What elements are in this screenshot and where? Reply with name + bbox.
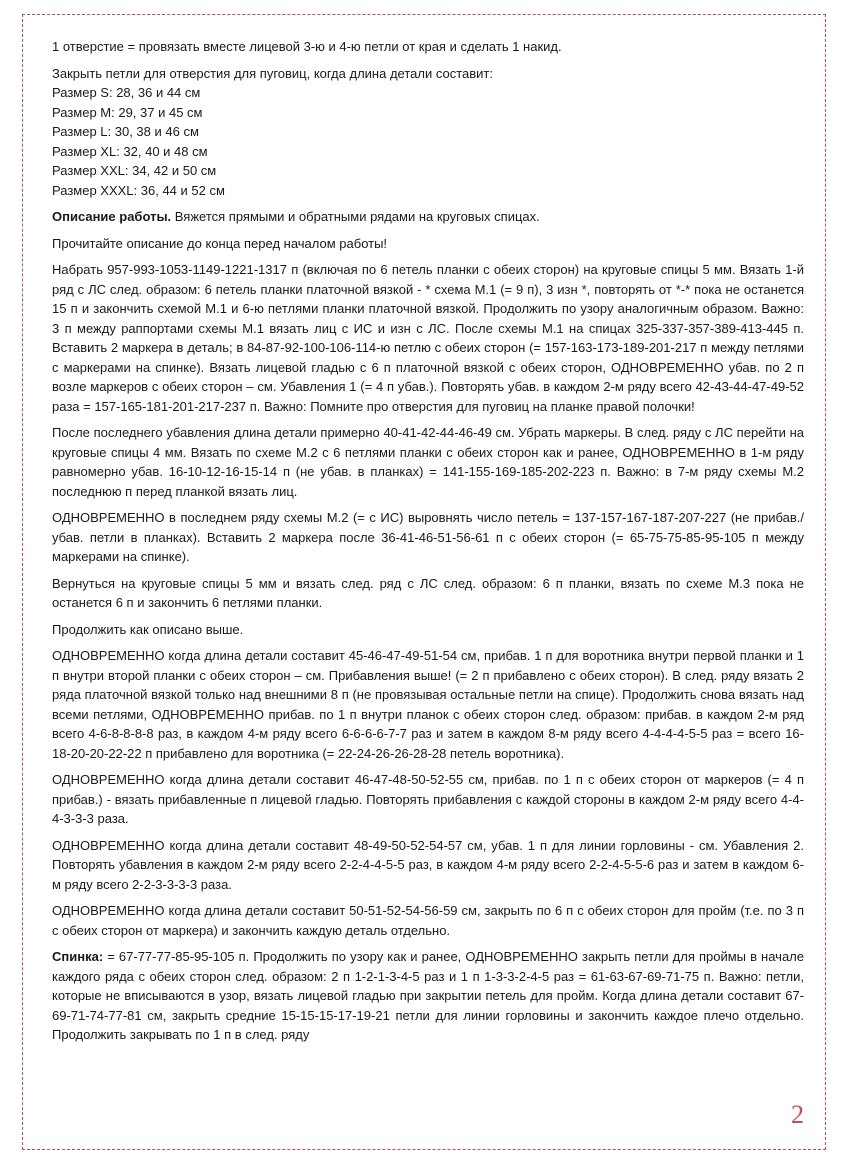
document-body <box>52 37 804 1052</box>
paragraph-back <box>52 947 804 1045</box>
size-item: Размер XXXL: 36, 44 и 52 см <box>52 182 225 198</box>
page-number: 2 <box>791 1100 804 1129</box>
size-item: Размер M: 29, 37 и 45 см <box>52 104 203 120</box>
size-item: Размер S: 28, 36 и 44 см <box>52 85 201 100</box>
size-item: Размер L: 30, 38 и 46 см <box>52 124 199 139</box>
paragraph-cast-on: Набрать 957-993-1053-1149-1221-1317 п (включая по 6 петель планки с обеих сторон) на круговые спицы 5 мм. Вязать 1-й ряд с ЛС след. образом: 6 петель планки платочной вязкой - * схема М.1 (= 9 п), 3 изн *, повторять от *-* пока не останется 15 п и закончить схемой М.1 и 6-ю петлями планки платочной вязкой. Продолжить по узору аналогичным образом. Важно: 3 п между раппортами схемы М.1 вязать лиц с ИС и изн с ЛС. После схемы М.1 на спицах 325-337-357-389-413-445 п. Вставить 2 маркера в деталь; в 84-87-92-100-106-114-ю петлю с обеих сторон (= 157-163-173-189-201-217 п между петлями с маркерами на спинке). Вязать лицевой гладью с 6 п платочной вязкой с обеих сторон, ОДНОВРЕМЕННО убав. по 2 п возле маркеров с обеих сторон – см. Убавления 1 (= 4 п убав.). Повторять убав. в каждом 2-м ряду всего 42-43-44-47-49-52 раза = 157-165-181-201-217-237 п. Важно: Помните про отверстия для пуговиц на планке правой полочки! <box>52 262 804 414</box>
sizes-block <box>52 64 804 201</box>
paragraph-work-description <box>52 207 804 227</box>
paragraph-neckline-decrease: ОДНОВРЕМЕННО когда длина детали составит 48-49-50-52-54-57 см, убав. 1 п для линии горловины - см. Убавления 2. Повторять убавления в каждом 2-м ряду всего 2-2-4-4-5-5 раз, в каждом 4-м ряду всего 2-2-4-5-5-6 раз и затем в каждом 6-м ряду всего 2-2-3-3-3-3 раза. <box>52 837 804 892</box>
size-item: Размер XXL: 34, 42 и 50 см <box>52 163 217 178</box>
paragraph-after-decrease: После последнего убавления длина детали примерно 40-41-42-44-46-49 см. Убрать маркеры. В след. ряду с ЛС перейти на круговые спицы 4 мм. Вязать по схеме М.2 с 6 петлями планки с обеих сторон как и ранее, ОДНОВРЕМЕННО в 1-м ряду равномерно убав. 16-10-12-16-15-14 п (не убав. в планках) = 141-155-169-185-202-223 п. Важно: в 7-м ряду схемы М.2 последнюю п перед планкой вязать лиц. <box>52 425 804 499</box>
section-label: Спинка: <box>52 949 104 964</box>
paragraph-buttonhole-intro: Закрыть петли для отверстия для пуговиц, когда длина детали составит: <box>52 65 493 81</box>
paragraph-read-first: Прочитайте описание до конца перед началом работы! <box>52 235 388 251</box>
size-list <box>52 83 804 200</box>
paragraph-text: = 67-77-77-85-95-105 п. Продолжить по узору как и ранее, ОДНОВРЕМЕННО закрыть петли для проймы в начале каждого ряда с обеих сторон след. образом: 2 п 1-2-1-3-4-5 раз и 1 п 1-3-3-2-4-5 раз = 61-63-67-69-71-75 п. Важно: петли, которые не вписываются в узор, вязать лицевой гладью при закрытии петель для пройм. Когда длина детали составит 67-69-71-74-77-81 см, закрыть средние 15-15-15-17-19-21 петли для линии горловины и закончить каждое плечо отдельно. Продолжить закрывать по 1 п в след. ряду <box>52 949 804 1042</box>
paragraph-continue: Продолжить как описано выше. <box>52 621 244 637</box>
paragraph-buttonhole: 1 отверстие = провязать вместе лицевой 3-ю и 4-ю петли от края и сделать 1 накид. <box>52 39 562 54</box>
section-label: Описание работы. <box>52 209 172 224</box>
paragraph-marker-increase: ОДНОВРЕМЕННО когда длина детали составит 46-47-48-50-52-55 см, прибав. по 1 п с обеих сторон от маркеров (= 4 п прибав.) - вязать прибавленные п лицевой гладью. Повторять прибавления с каждой стороны в каждом 2-м ряду всего 4-4-4-3-3-3 раза. <box>52 772 804 826</box>
paragraph-adjust-stitches: ОДНОВРЕМЕННО в последнем ряду схемы М.2 (= с ИС) выровнять число петель = 137-157-167-187-207-227 (не прибав./убав. петли в планках). Вставить 2 маркера после 36-41-46-51-56-61 п с обеих сторон (= 65-75-75-85-95-105 п между маркерами на спинке). <box>52 510 804 564</box>
paragraph-armholes: ОДНОВРЕМЕННО когда длина детали составит 50-51-52-54-56-59 см, закрыть по 6 п с обеих сторон для пройм (т.е. по 3 п с обеих сторон от маркера) и закончить каждую деталь отдельно. <box>52 903 804 938</box>
paragraph-collar-increase: ОДНОВРЕМЕННО когда длина детали составит 45-46-47-49-51-54 см, прибав. 1 п для воротника внутри первой планки и 1 п внутри второй планки с обеих сторон – см. Прибавления выше! (= 2 п прибавлено с обеих сторон). В след. ряду вязать 2 ряда платочной вязкой только над внешними 8 п (не провязывая остальные петли на спице). Продолжить снова вязать над всеми петлями, ОДНОВРЕМЕННО прибав. по 1 п внутри планок с обеих сторон след. образом: прибав. в каждом 2-м ряд всего 4-6-8-8-8-8 раз, в каждом 4-м ряду всего 6-6-6-6-7-7 раз и затем в каждом 8-м ряду всего 4-4-4-4-5-5 раз = всего 16-18-20-20-22-22 п прибавлено для воротника (= 22-24-26-26-28-28 петель воротника). <box>52 648 804 761</box>
size-item: Размер XL: 32, 40 и 48 см <box>52 143 208 159</box>
paragraph-text: Вяжется прямыми и обратными рядами на круговых спицах. <box>171 209 540 224</box>
paragraph-return-needles: Вернуться на круговые спицы 5 мм и вязать след. ряд с ЛС след. образом: 6 п планки, вязать по схеме М.3 пока не останется 6 п и закончить 6 петлями планки. <box>52 575 804 610</box>
